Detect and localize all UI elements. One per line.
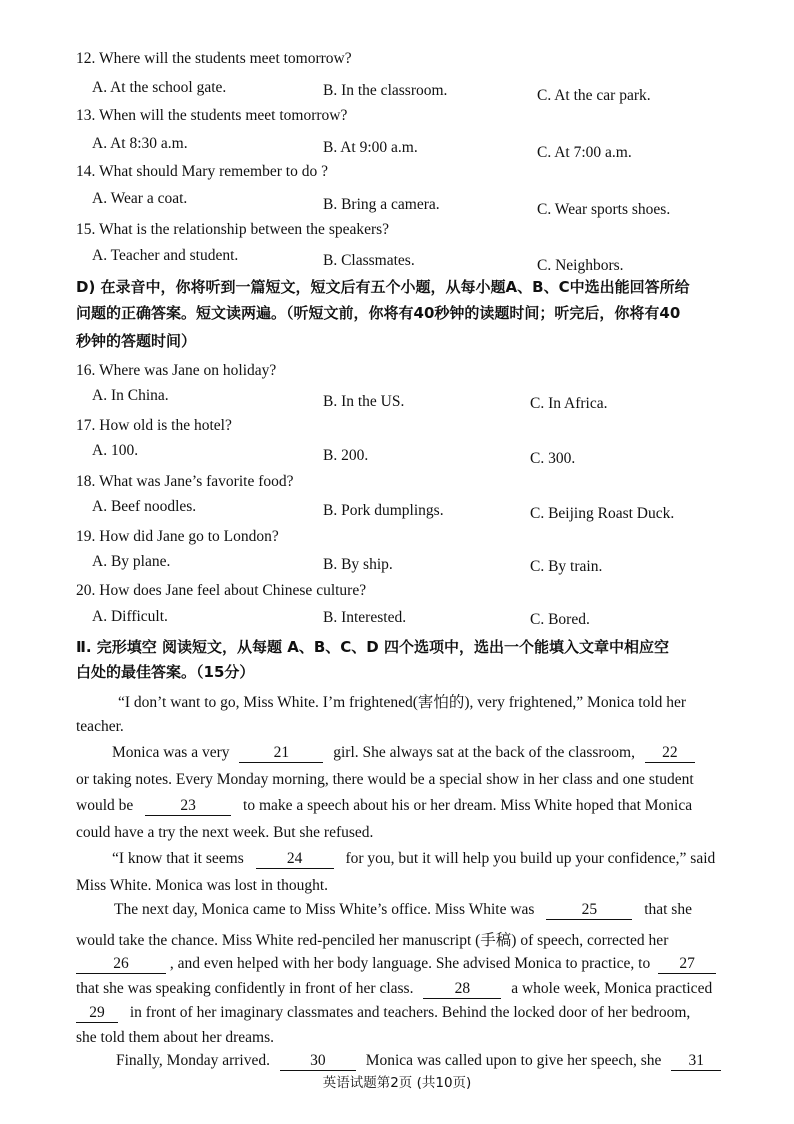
- passage-line: Finally, Monday arrived. 30 Monica was called upon to give her speech, she 31: [116, 1052, 721, 1071]
- passage-line: or taking notes. Every Monday morning, there would be a special show in her class and one student: [76, 771, 694, 788]
- passage-line: that she was speaking confidently in front of her class. 28 a whole week, Monica practiced: [76, 980, 713, 997]
- option-c: C. Beijing Roast Duck.: [530, 505, 675, 522]
- blank-26[interactable]: 26: [76, 955, 166, 974]
- passage-line: teacher.: [76, 718, 124, 735]
- option-c: C. 300.: [530, 450, 576, 467]
- option-c: C. Neighbors.: [537, 257, 624, 274]
- passage-line: 29 in front of her imaginary classmates and teachers. Behind the locked door of her bedroom,: [76, 1004, 690, 1023]
- blank-28[interactable]: 28: [423, 980, 501, 999]
- option-c: C. Bored.: [530, 611, 590, 628]
- section-d-instructions-line-1: D) 在录音中，你将听到一篇短文，短文后有五个小题，从每小题A、B、C中选出能回答所给: [76, 278, 690, 296]
- option-b: B. In the US.: [323, 393, 405, 410]
- passage-line: would take the chance. Miss White red-penciled her manuscript (手稿) of speech, corrected her: [76, 932, 669, 949]
- option-c: C. By train.: [530, 558, 603, 575]
- option-a: A. Teacher and student.: [92, 247, 239, 264]
- option-a: A. Difficult.: [92, 608, 168, 625]
- option-a: A. At 8:30 a.m.: [92, 135, 188, 152]
- section-d-instructions-line-2: 问题的正确答案。短文读两遍。（听短文前，你将有40秒钟的读题时间；听完后，你将有40: [76, 304, 681, 322]
- question-15: 15. What is the relationship between the speakers?: [76, 221, 390, 238]
- question-16: 16. Where was Jane on holiday?: [76, 362, 277, 379]
- option-a: A. At the school gate.: [92, 79, 227, 96]
- blank-21[interactable]: 21: [239, 744, 323, 763]
- section-ii-instructions-line-2: 白处的最佳答案。（15分）: [76, 663, 255, 681]
- question-12: 12. Where will the students meet tomorrow?: [76, 50, 352, 67]
- blank-23[interactable]: 23: [145, 797, 231, 816]
- option-b: B. At 9:00 a.m.: [323, 139, 418, 156]
- passage-line: The next day, Monica came to Miss White’s office. Miss White was 25 that she: [114, 901, 692, 918]
- section-d-instructions-line-3: 秒钟的答题时间）: [76, 332, 197, 350]
- question-13: 13. When will the students meet tomorrow?: [76, 107, 348, 124]
- option-b: B. Interested.: [323, 609, 407, 626]
- blank-31[interactable]: 31: [671, 1052, 721, 1071]
- blank-24[interactable]: 24: [256, 850, 334, 869]
- passage-line: 26 , and even helped with her body language. She advised Monica to practice, to 27: [76, 955, 716, 974]
- question-17: 17. How old is the hotel?: [76, 417, 232, 434]
- option-a: A. By plane.: [92, 553, 171, 570]
- passage-line: Miss White. Monica was lost in thought.: [76, 877, 329, 894]
- option-b: B. 200.: [323, 447, 369, 464]
- option-c: C. In Africa.: [530, 395, 608, 412]
- question-20: 20. How does Jane feel about Chinese culture?: [76, 582, 367, 599]
- blank-29[interactable]: 29: [76, 1004, 118, 1023]
- question-19: 19. How did Jane go to London?: [76, 528, 279, 545]
- option-b: B. In the classroom.: [323, 82, 448, 99]
- section-ii-instructions-line-1: Ⅱ. 完形填空 阅读短文，从每题 A、B、C、D 四个选项中，选出一个能填入文章中相应空: [76, 638, 669, 656]
- passage-line: “I know that it seems 24 for you, but it will help you build up your confidence,” said: [112, 850, 716, 867]
- passage-line: Monica was a very 21 girl. She always sat at the back of the classroom, 22: [112, 744, 695, 763]
- passage-line: could have a try the next week. But she refused.: [76, 824, 374, 841]
- question-18: 18. What was Jane’s favorite food?: [76, 473, 294, 490]
- option-b: B. Classmates.: [323, 252, 415, 269]
- blank-25[interactable]: 25: [546, 901, 632, 920]
- option-c: C. At the car park.: [537, 87, 651, 104]
- question-14: 14. What should Mary remember to do ?: [76, 163, 328, 180]
- blank-22[interactable]: 22: [645, 744, 695, 763]
- option-b: B. By ship.: [323, 556, 393, 573]
- option-a: A. Wear a coat.: [92, 190, 188, 207]
- option-b: B. Pork dumplings.: [323, 502, 444, 519]
- option-a: A. 100.: [92, 442, 139, 459]
- blank-30[interactable]: 30: [280, 1052, 356, 1071]
- option-c: C. At 7:00 a.m.: [537, 144, 632, 161]
- passage-line: “I don’t want to go, Miss White. I’m frightened(害怕的), very frightened,” Monica told her: [118, 694, 687, 711]
- option-c: C. Wear sports shoes.: [537, 201, 671, 218]
- page-footer: 英语试题第2页 (共10页): [322, 1075, 472, 1091]
- passage-line: she told them about her dreams.: [76, 1029, 275, 1046]
- option-a: A. Beef noodles.: [92, 498, 197, 515]
- option-a: A. In China.: [92, 387, 169, 404]
- passage-line: would be 23 to make a speech about his or her dream. Miss White hoped that Monica: [76, 797, 693, 814]
- option-b: B. Bring a camera.: [323, 196, 440, 213]
- blank-27[interactable]: 27: [658, 955, 716, 974]
